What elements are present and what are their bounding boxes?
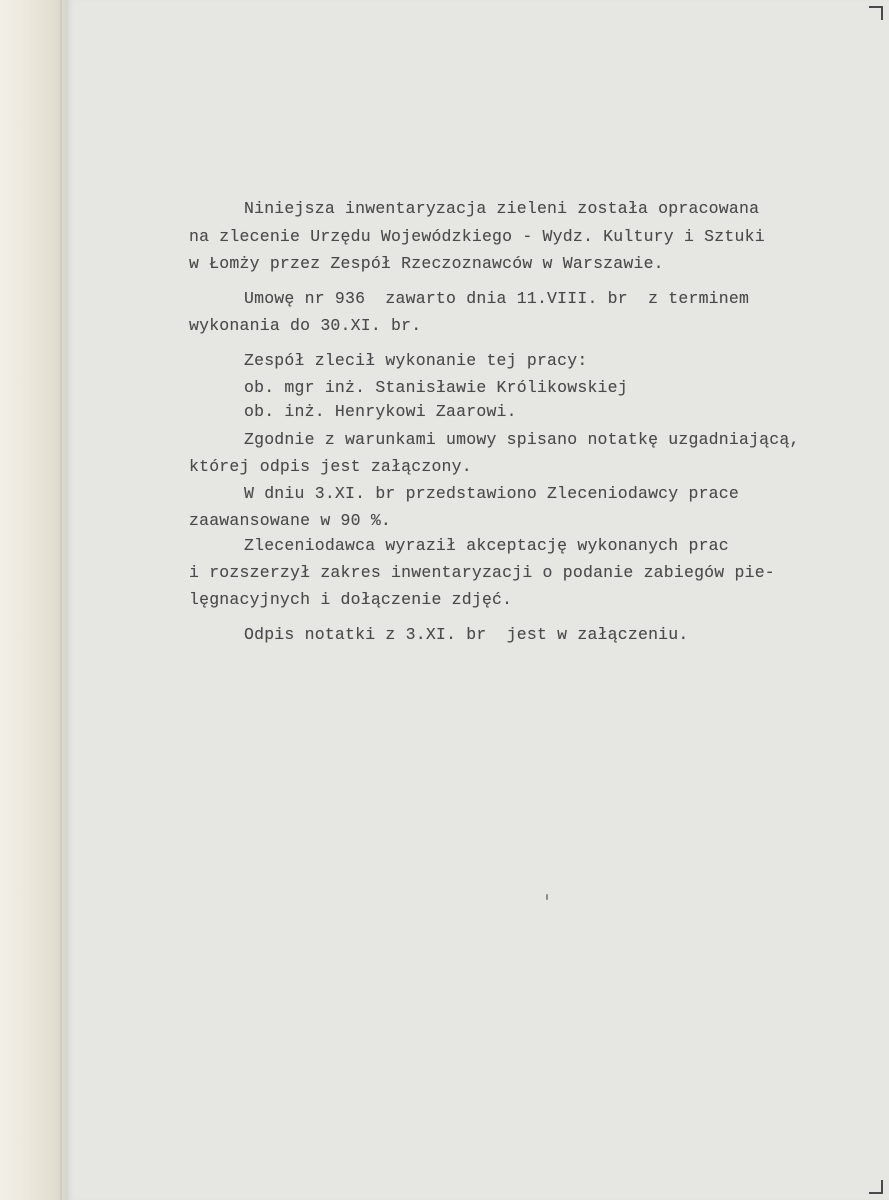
binding-fold-line (60, 0, 62, 1200)
contract-line-2: wykonania do 30.XI. br. (189, 316, 422, 335)
typewritten-text (66, 0, 889, 1200)
note-line-1: Zgodnie z warunkami umowy spisano notatkę uzgadniającą, (244, 430, 800, 449)
team-line-2: ob. mgr inż. Stanisławie Królikowskiej (244, 378, 628, 397)
note-line-2: której odpis jest załączony. (189, 457, 472, 476)
acceptance-line-1: Zleceniodawca wyraził akceptację wykonanych prac (244, 536, 729, 555)
attachment-line-1: Odpis notatki z 3.XI. br jest w załączeniu. (244, 625, 689, 644)
acceptance-line-2: i rozszerzył zakres inwentaryzacji o podanie zabiegów pie- (189, 563, 775, 582)
intro-line-2: na zlecenie Urzędu Wojewódzkiego - Wydz. Kultury i Sztuki (189, 227, 765, 246)
intro-line-3: w Łomży przez Zespół Rzeczoznawców w Warszawie. (189, 254, 664, 273)
binding-edge (0, 0, 66, 1200)
typed-sheet (66, 0, 889, 1200)
contract-line-1: Umowę nr 936 zawarto dnia 11.VIII. br z terminem (244, 289, 750, 308)
team-line-1: Zespół zlecił wykonanie tej pracy: (244, 351, 588, 370)
team-line-3: ob. inż. Henrykowi Zaarowi. (244, 402, 517, 421)
acceptance-line-3: lęgnacyjnych i dołączenie zdjęć. (189, 590, 513, 609)
presentation-line-1: W dniu 3.XI. br przedstawiono Zleceniodawcy prace (244, 484, 739, 503)
presentation-line-2: zaawansowane w 90 %. (189, 511, 392, 530)
intro-line-1: Niniejsza inwentaryzacja zieleni została opracowana (244, 199, 760, 218)
